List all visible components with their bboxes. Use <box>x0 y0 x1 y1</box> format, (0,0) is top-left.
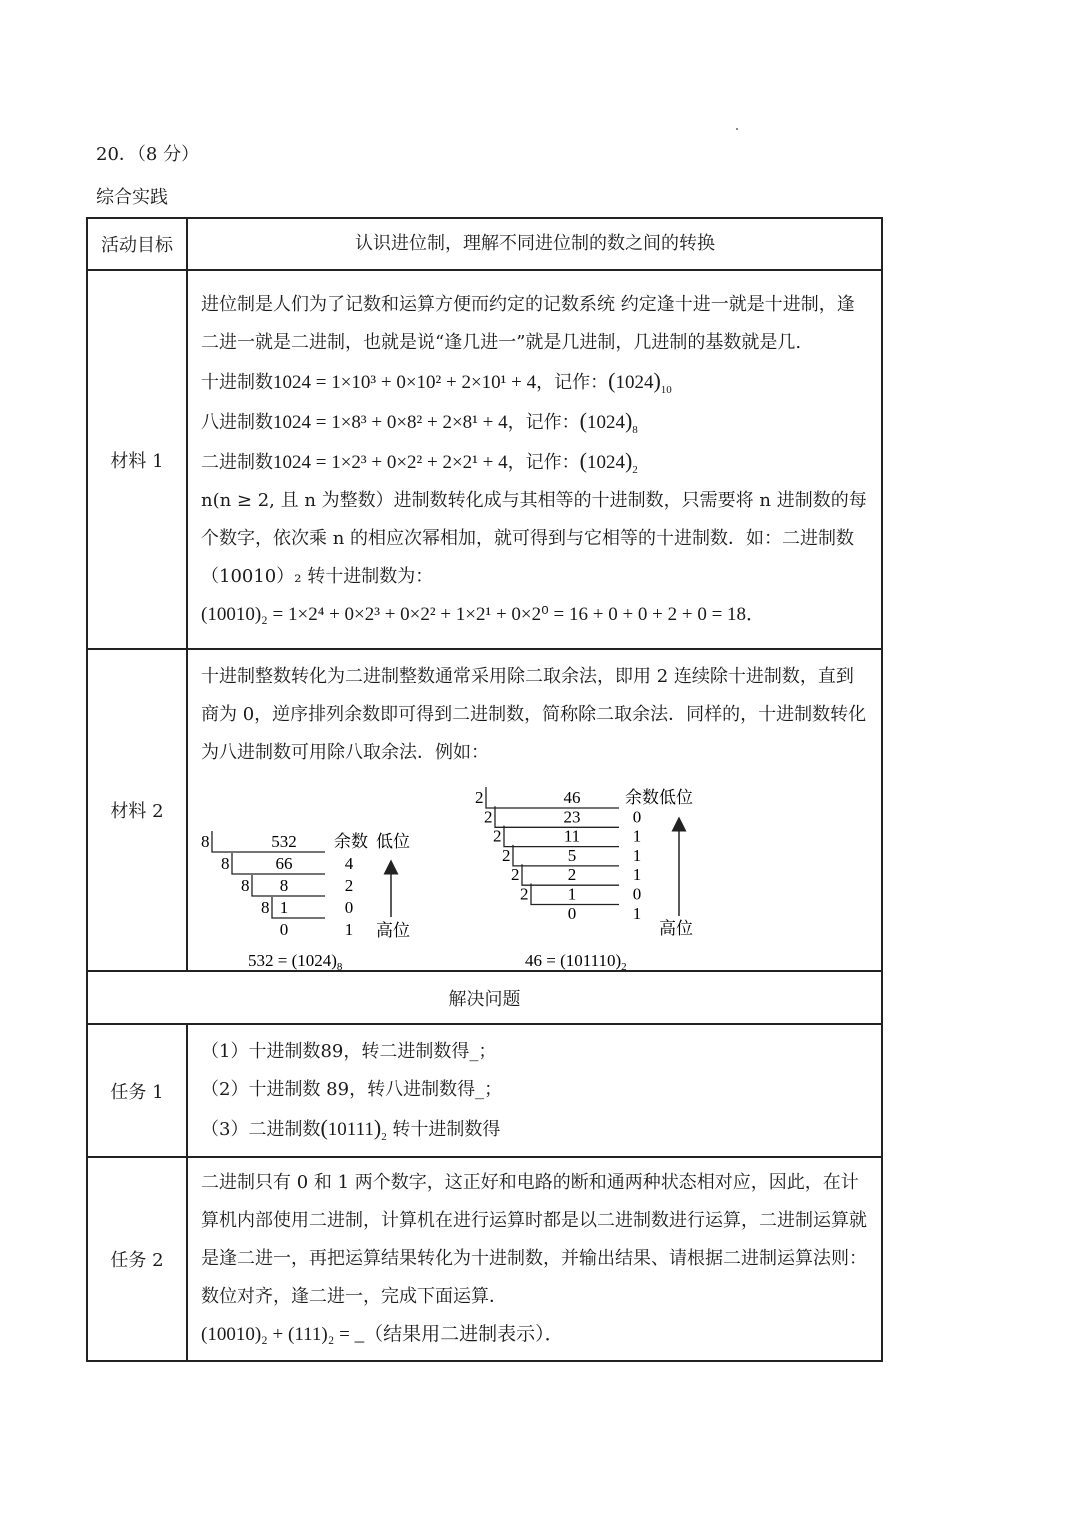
binary-expression: 1024 = 1×2³ + 0×2² + 2×2¹ + 4 <box>273 451 508 473</box>
decimal-prefix: 十进制数 <box>201 371 273 393</box>
material1-row <box>87 270 882 649</box>
divisor-1: 2 <box>484 807 493 827</box>
task2-para: 二进制只有 0 和 1 两个数字，这正好和电路的断和通两种状态相对应，因此，在计算机内部使用二进制，计算机在进行运算时都是以二进制数进行运算，二进制运算就是逢二进一，再把运算结果转化为十进制数，并输出结果、请根据二进制运算法则：数位对齐，逢二进一，完成下面运算． <box>201 1172 867 1307</box>
divisor-4: 2 <box>511 865 520 885</box>
task2-row <box>87 1157 882 1361</box>
octal-result-base: 8 <box>336 961 343 973</box>
divisor-2: 2 <box>493 826 502 846</box>
quotient-1: 66 <box>275 854 293 873</box>
quotient-6: 0 <box>567 903 577 923</box>
task1-item3 <box>201 1109 869 1149</box>
octal-division-diagram <box>201 831 410 973</box>
question-number: 20． <box>96 144 137 165</box>
decimal-notation-num: 1024 <box>615 371 654 393</box>
remainder-3: 1 <box>632 865 642 885</box>
practice-table <box>86 217 883 1362</box>
question-score: （8 分） <box>136 144 200 165</box>
speck <box>736 128 738 130</box>
binary-prefix: 二进制数 <box>201 451 273 473</box>
quotient-1: 23 <box>563 807 581 827</box>
task1-content <box>187 1024 882 1157</box>
divisor-1: 8 <box>221 854 230 873</box>
divisor-3: 8 <box>261 898 270 917</box>
division-bracket-0 <box>212 831 325 852</box>
decimal-line <box>201 362 869 402</box>
material1-para: 进位制是人们为了记数和运算方便而约定的记数系统 约定逢十进一就是十进制，逢二进一就是二进制，也就是说“逢几进一”就是几进制，几进制的基数就是几. <box>201 293 855 353</box>
task1-item3-notation: $(10111)_2$ <box>320 1114 387 1143</box>
octal-result <box>248 951 343 973</box>
task1-item3-suffix: 转十进制数得 <box>386 1118 501 1140</box>
binary-line <box>201 442 869 482</box>
remainder-label: 余数 <box>334 832 368 852</box>
task2-content <box>187 1157 882 1361</box>
quotient-3: 5 <box>567 845 577 865</box>
remainder-low-label: 余数低位 <box>625 788 693 808</box>
binary-result <box>525 951 627 973</box>
material1-label: 材料 1 <box>87 270 187 649</box>
octal-expression: 1024 = 1×8³ + 0×8² + 2×8¹ + 4 <box>273 411 508 433</box>
material1-content <box>187 270 882 649</box>
division-bracket-3 <box>513 845 619 866</box>
material2-para: 十进制整数转化为二进制整数通常采用除二取余法，即用 2 连续除十进制数，直到商为 0，逆序排列余数即可得到二进制数，简称除二取余法．同样的，十进制数转化为八进制数可用除八取余法．例如： <box>201 666 867 763</box>
high-digit-label: 高位 <box>376 921 410 941</box>
conversion-example: (10010)₂ = 1×2⁴ + 0×2³ + 0×2² + 1×2¹ + 0×2⁰ = 16 + 0 + 0 + 2 + 0 = 18． <box>201 603 766 625</box>
divisor-0: 2 <box>475 788 484 807</box>
goal-row <box>87 218 882 270</box>
binary-division-diagram <box>475 787 693 973</box>
octal-result-main: 532 = (1024) <box>248 951 337 970</box>
octal-notation: $(1024)_8$ <box>579 407 638 436</box>
question-header <box>96 140 199 166</box>
quotient-0: 532 <box>271 832 297 851</box>
quotient-3: 1 <box>279 898 289 917</box>
binary-result-base: 2 <box>621 961 627 973</box>
task1-item3-base: 2 <box>381 1130 387 1143</box>
octal-line <box>201 402 869 442</box>
octal-notation-num: 1024 <box>586 411 625 433</box>
quotient-2: 8 <box>279 876 289 895</box>
division-bracket-0 <box>486 787 619 808</box>
remainder-5: 1 <box>632 903 642 923</box>
goal-label: 活动目标 <box>87 218 187 270</box>
task1-item3-prefix: （3）二进制数 <box>201 1118 321 1140</box>
binary-notation-base: 2 <box>632 463 638 476</box>
quotient-4: 2 <box>567 865 577 885</box>
binary-record: ，记作： <box>507 451 580 473</box>
task1-item1: （1）十进制数89，转二进制数得_； <box>201 1040 497 1062</box>
remainder-1: 2 <box>344 876 354 895</box>
quotient-5: 1 <box>567 884 577 904</box>
remainder-4: 0 <box>632 884 642 904</box>
material2-content <box>187 649 882 971</box>
remainder-3: 1 <box>344 920 354 939</box>
decimal-notation: $(1024)_{10}$ <box>608 367 672 396</box>
remainder-0: 0 <box>632 807 642 827</box>
division-bracket-2 <box>504 826 619 847</box>
division-bracket-1 <box>495 806 619 827</box>
task2-label: 任务 2 <box>87 1157 187 1361</box>
divisor-0: 8 <box>201 832 210 851</box>
low-digit-label: 低位 <box>376 832 410 852</box>
task1-row <box>87 1024 882 1157</box>
task1-item3-num: 10111 <box>327 1118 374 1140</box>
task2-expression: (10010)₂ + (111)₂ = _（结果用二进制表示）． <box>201 1324 564 1345</box>
division-diagrams <box>201 772 869 973</box>
decimal-notation-base: 10 <box>660 383 672 396</box>
material2-label: 材料 2 <box>87 649 187 971</box>
divisor-2: 8 <box>241 876 250 895</box>
task1-label: 任务 1 <box>87 1024 187 1157</box>
task1-item2: （2）十进制数 89，转八进制数得_； <box>201 1078 503 1100</box>
division-bracket-2 <box>252 875 325 896</box>
decimal-record: ，记作： <box>536 371 609 393</box>
octal-prefix: 八进制数 <box>201 411 273 433</box>
conversion-rule: n(n ≥ 2, 且 n 为整数）进制数转化成与其相等的十进制数，只需要将 n 进制数的每个数字，依次乘 n 的相应次幂相加，就可得到与它相等的十进制数．如：二进制数（10010）₂ 转十进制数为： <box>201 489 867 587</box>
high-digit-label: 高位 <box>659 919 693 939</box>
material2-row <box>87 649 882 971</box>
remainder-2: 0 <box>344 898 354 917</box>
octal-record: ，记作： <box>507 411 580 433</box>
quotient-0: 46 <box>563 788 581 807</box>
division-svg <box>201 772 881 973</box>
binary-notation: $(1024)_2$ <box>579 447 638 476</box>
octal-notation-base: 8 <box>632 423 638 436</box>
quotient-2: 11 <box>563 826 581 846</box>
remainder-2: 1 <box>632 845 642 865</box>
quotient-4: 0 <box>279 920 289 939</box>
binary-notation-num: 1024 <box>586 451 625 473</box>
divisor-3: 2 <box>502 845 511 865</box>
question-subtitle: 综合实践 <box>96 187 168 208</box>
remainder-0: 4 <box>344 854 354 873</box>
solve-heading: 解决问题 <box>87 971 882 1024</box>
goal-text: 认识进位制，理解不同进位制的数之间的转换 <box>187 218 882 270</box>
decimal-expression: 1024 = 1×10³ + 0×10² + 2×10¹ + 4 <box>273 371 537 393</box>
remainder-1: 1 <box>632 826 642 846</box>
divisor-5: 2 <box>520 884 529 904</box>
solve-row <box>87 971 882 1024</box>
binary-result-main: 46 = (101110) <box>525 951 622 970</box>
